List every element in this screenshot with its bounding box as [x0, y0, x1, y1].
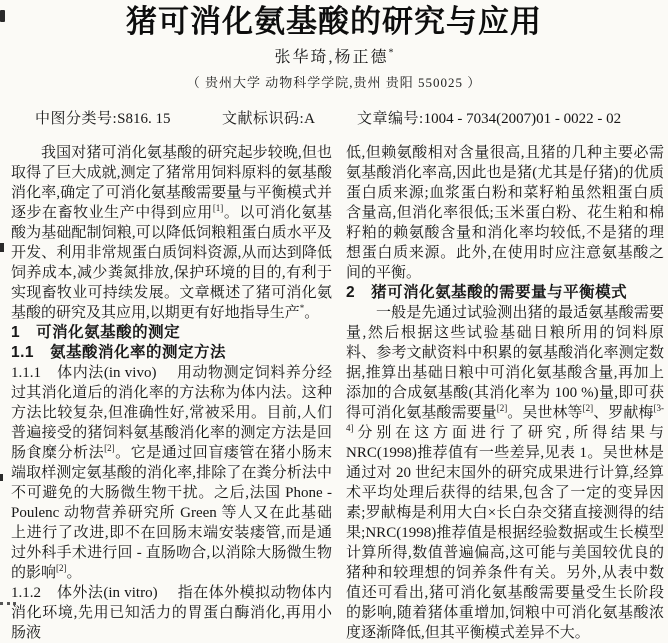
text-run: 。它是通过回盲瘘管在猪小肠末端取样测定氨基酸的消化率,排除了在粪分析法中不可避免的大肠微生物干扰。之后,法国 Phone - Poulenc 动物营养研究所 Green 等人又在此基础上进行了改进,即不在回肠末端安装瘘管,而是通过外科手术进行回 - 直肠吻合,以消除大肠微生物的影响	[11, 445, 332, 581]
section-2-heading	[346, 283, 664, 303]
section-1-1-1-paragraph	[11, 363, 332, 583]
scan-artifact	[0, 474, 3, 481]
authors-line	[0, 48, 668, 68]
authors-names: 张华琦,杨正德	[274, 49, 389, 66]
article-id	[357, 108, 621, 130]
authors-footnote-mark: *	[388, 47, 394, 59]
citation-superscript: [2]	[582, 403, 594, 413]
left-column	[11, 143, 332, 643]
citation-superscript: [2]	[104, 443, 115, 453]
citation-superscript: [3-4]	[346, 403, 664, 433]
citation-superscript: [2]	[56, 563, 67, 573]
text-run: 1.1.2 体外法(in vitro) 指在体外模拟动物体内消化环境,先用已知活力的胃蛋白酶消化,再用小肠液	[11, 585, 332, 641]
text-run: 、罗献梅	[593, 405, 654, 421]
scan-artifact	[0, 10, 5, 22]
text-run: 1 可消化氨基酸的测定	[11, 324, 181, 341]
document-code-value: A	[304, 111, 316, 127]
text-run: 1.1.1 体内法(in vivo) 用动物测定饲料养分经过其消化道后的消化率的方法称为体内法。这种方法比较复杂,但准确性好,常被采用。目前,人们普遍接受的猪饲料氨基酸消化率的测定方法是回肠食糜分析法	[11, 365, 332, 461]
section-1-heading	[11, 323, 332, 343]
article-id-label: 文章编号:	[357, 111, 424, 127]
text-run: 一般是先通过试验测出猪的最适氨基酸需要量,然后根据这些试验基础日粮所用的饲料原料、参考文献资料中积累的氨基酸消化率测定数据,推算出基础日粮中可消化氨基酸含量,再加上添加的合成氨基酸(其消化率为 100 %)量,即可获得可消化氨基酸需要量	[346, 305, 664, 421]
document-code	[222, 108, 315, 130]
clc-number	[35, 108, 171, 130]
text-run: 2 猪可消化氨基酸的需要量与平衡模式	[346, 284, 628, 301]
text-run: 低,但赖氨酸相对含量很高,且猪的几种主要必需氨基酸消化率高,因此也是猪(尤其是仔猪)的优质蛋白质来源;血浆蛋白粉和菜籽粕虽然粗蛋白质含量高,但消化率很低;玉米蛋白粉、花生粕和棉籽粕的赖氨酸含量和消化率均较低,不是猪的理想蛋白质来源。此外,在使用时应注意氨基酸之间的平衡。	[346, 145, 664, 281]
affiliation-line: （ 贵州大学 动物科学学院,贵州 贵阳 550025 ）	[186, 75, 482, 90]
article-id-value: 1004 - 7034(2007)01 - 0022 - 02	[423, 111, 622, 127]
clc-value: S816. 15	[117, 111, 171, 127]
section-2-paragraph	[346, 303, 664, 643]
section-1-1-2-paragraph	[11, 583, 332, 643]
text-run: 。	[304, 305, 320, 321]
right-column	[346, 143, 664, 643]
scan-artifact	[0, 243, 4, 252]
text-run: 。吴世林等	[507, 405, 583, 421]
section-1-1-heading	[11, 343, 332, 363]
paper-title: 猪可消化氨基酸的研究与应用	[126, 4, 542, 39]
clc-label: 中图分类号:	[35, 111, 118, 127]
citation-superscript: [2]	[496, 403, 508, 413]
scan-artifact	[0, 599, 16, 605]
text-run: 。	[66, 565, 82, 581]
citation-superscript: *	[299, 303, 305, 313]
meta-row	[0, 108, 668, 130]
text-run: 。以可消化氨基酸为基础配制饲粮,可以降低饲粮粗蛋白质水平及开发、利用非常规蛋白质饲料资源,从而达到降低饲养成本,减少粪氮排放,保护环境的目的,有利于实现畜牧业可持续发展。文章概述了猪可消化氨基酸的研究及其应用,以期更有好地指导生产	[11, 205, 332, 321]
text-run: 我国对猪可消化氨基酸的研究起步较晚,但也取得了巨大成就,测定了猪常用饲料原料的氨基酸消化率,确定了可消化氨基酸需要量与平衡模式并逐步在畜牧业生产中得到应用	[11, 145, 332, 221]
document-code-label: 文献标识码:	[222, 111, 305, 127]
body-columns	[11, 143, 664, 643]
text-run: 分别在这方面进行了研究,所得结果与 NRC(1998)推荐值有一些差异,见表 1。吴世林是通过对 20 世纪末国外的研究成果进行计算,经算术平均处理后获得的结果,包含了一定的变异因素;罗献梅是利用大白×长白杂交猪直接测得的结果;NRC(1998)推荐值是根据经验数据或生长模型计算所得,数值普遍偏高,这可能与美国较优良的猪种和较理想的饲养条件有关。另外,从表中数值还可看出,猪可消化氨基酸需要量受生长阶段的影响,随着猪体重增加,饲粮中可消化氨基酸浓度逐渐降低,但其平衡模式差异不大。	[346, 425, 664, 641]
text-run: 1.1 氨基酸消化率的测定方法	[11, 344, 227, 361]
citation-superscript: [1]	[212, 203, 224, 213]
intro-paragraph	[11, 143, 332, 323]
continued-paragraph	[346, 143, 664, 283]
